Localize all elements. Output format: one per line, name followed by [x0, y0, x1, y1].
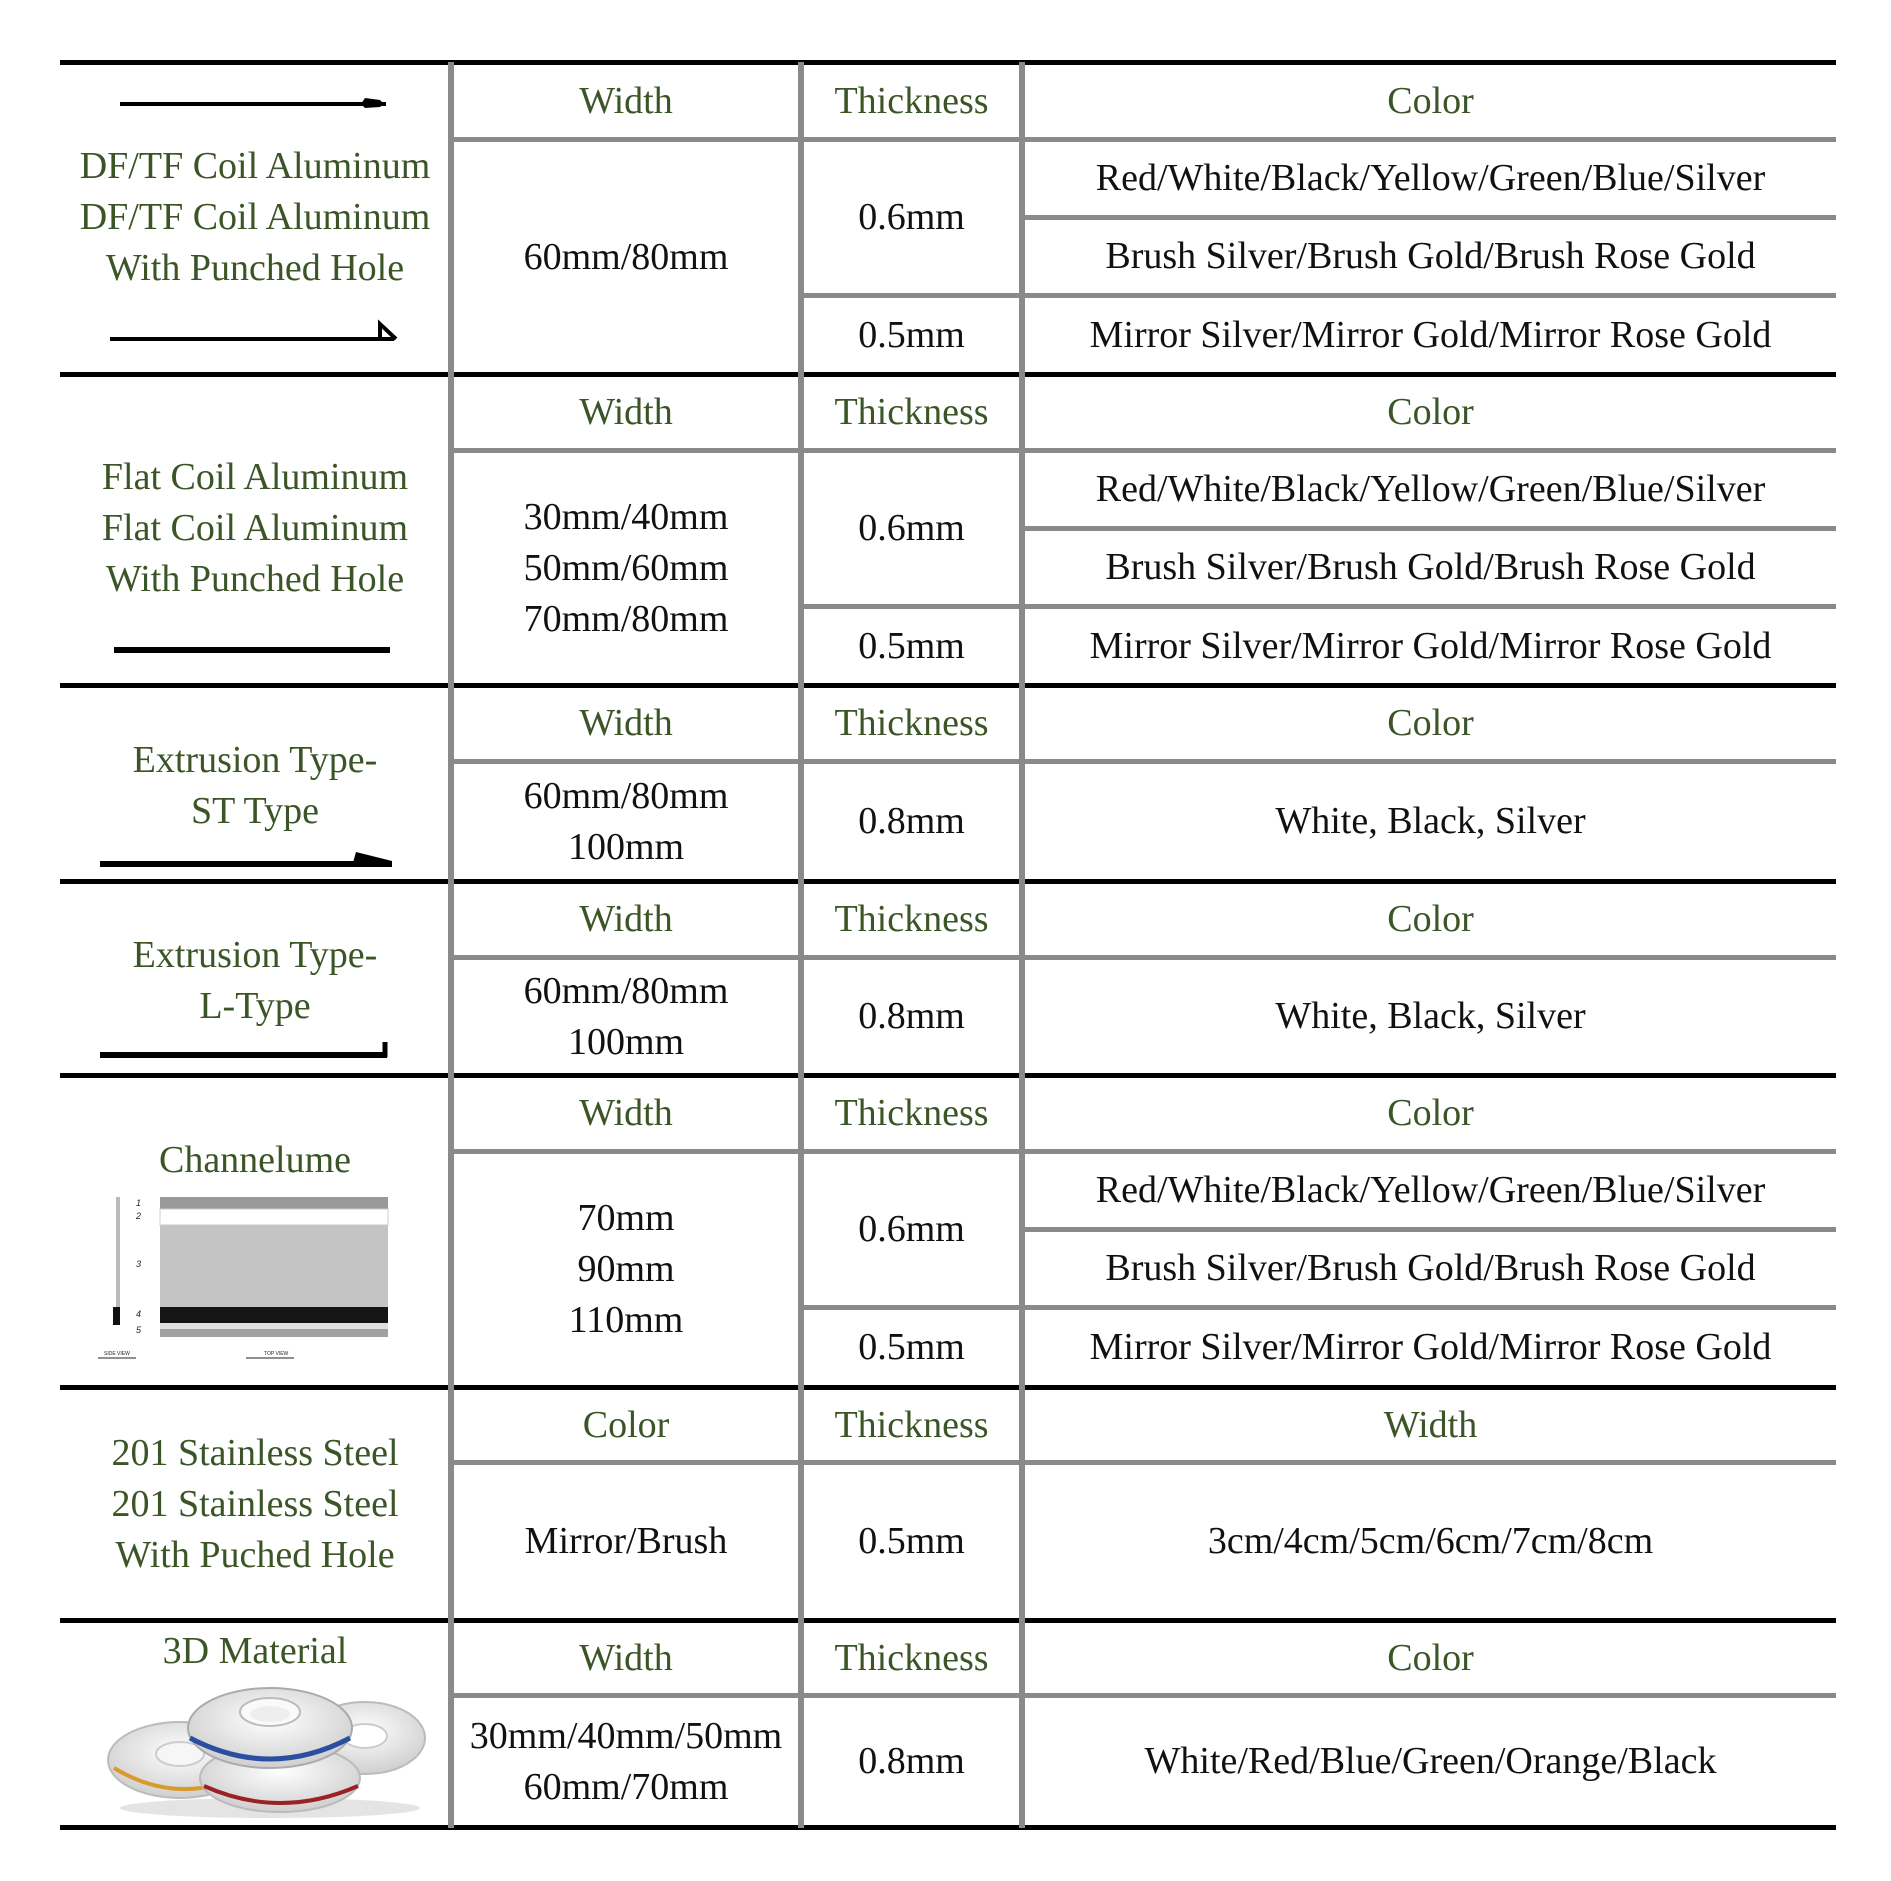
diagram-label: 3 [136, 1259, 142, 1269]
thickness-value: 0.8mm [858, 1740, 965, 1782]
product-name-line: With Punched Hole [105, 246, 405, 289]
trim-cap-rolls-icon [100, 1668, 430, 1818]
product-name [62, 451, 448, 605]
header-thickness: Thickness [834, 898, 989, 940]
thickness-value: 0.6mm [858, 196, 965, 238]
color-value: White, Black, Silver [1275, 800, 1586, 842]
header-color: Color [1387, 1092, 1474, 1134]
product-name [62, 930, 448, 1032]
header-thickness: Thickness [834, 79, 989, 122]
header-thickness: Thickness [834, 1092, 989, 1134]
color-value: Red/White/Black/Yellow/Green/Blue/Silver [1095, 468, 1766, 510]
l-profile-icon [100, 1040, 390, 1060]
product-name: 3D Material [162, 1629, 348, 1672]
product-name-line: DF/TF Coil Aluminum [79, 195, 431, 238]
header-thickness: Thickness [834, 1403, 989, 1446]
header-color: Color [582, 1403, 670, 1446]
width-line: 100mm [567, 1020, 685, 1063]
color-value: Mirror Silver/Mirror Gold/Mirror Rose Gold [1089, 313, 1772, 356]
product-name-line: Extrusion Type- [132, 739, 378, 781]
width-value [454, 1154, 798, 1385]
header-thickness: Thickness [834, 391, 989, 433]
header-width: Width [579, 1092, 673, 1134]
color-value: White, Black, Silver [1275, 995, 1586, 1037]
diagram-label: 2 [136, 1211, 142, 1221]
color-value: Mirror/Brush [524, 1520, 728, 1562]
width-value [454, 764, 798, 879]
header-color: Color [1387, 391, 1474, 433]
width-value [454, 453, 798, 683]
width-line: 70mm [577, 1197, 675, 1239]
product-name-line: With Punched Hole [105, 557, 405, 600]
width-line: 100mm [567, 825, 685, 868]
product-name-line: Flat Coil Aluminum [101, 455, 409, 498]
width-line: 110mm [568, 1299, 684, 1341]
width-line: 70mm/80mm [523, 597, 729, 640]
st-profile-icon [100, 848, 392, 868]
width-line: 60mm/70mm [523, 1765, 729, 1808]
product-name: Channelume [158, 1138, 352, 1181]
product-name-line: Extrusion Type- [132, 934, 378, 976]
thickness-value: 0.8mm [858, 995, 965, 1037]
header-width: Width [579, 1636, 673, 1679]
rule-bottom [60, 1825, 1836, 1830]
header-color: Color [1387, 79, 1474, 122]
header-color: Color [1387, 702, 1474, 744]
product-name-line: DF/TF Coil Aluminum [79, 144, 431, 187]
width-line: 90mm [577, 1248, 675, 1290]
header-thickness: Thickness [834, 1636, 989, 1679]
product-name-line: Flat Coil Aluminum [101, 506, 409, 549]
diagram-label: SIDE VIEW [104, 1351, 130, 1357]
product-name-line: L-Type [199, 985, 311, 1027]
flat-profile-icon [114, 645, 390, 655]
channelume-diagram-icon [96, 1195, 396, 1361]
diagram-label: 4 [136, 1309, 142, 1319]
thickness-value: 0.6mm [858, 1208, 965, 1250]
product-name-line: With Puched Hole [115, 1533, 395, 1576]
color-value: Mirror Silver/Mirror Gold/Mirror Rose Gold [1089, 624, 1772, 667]
diagram-label: 1 [136, 1198, 142, 1208]
diagram-label: 5 [136, 1325, 142, 1335]
thickness-value: 0.5mm [858, 313, 965, 356]
header-color: Color [1387, 1636, 1474, 1679]
header-color: Color [1387, 898, 1474, 940]
color-value: Brush Silver/Brush Gold/Brush Rose Gold [1105, 235, 1756, 277]
width-line: 60mm/80mm [523, 969, 729, 1012]
header-width: Width [579, 702, 673, 744]
thickness-value: 0.5mm [858, 1520, 965, 1562]
header-width: Width [579, 79, 673, 122]
product-name [62, 140, 448, 294]
color-value: White/Red/Blue/Green/Orange/Black [1144, 1740, 1717, 1782]
width-value [454, 1698, 798, 1825]
color-value: Brush Silver/Brush Gold/Brush Rose Gold [1105, 546, 1756, 588]
color-value: Red/White/Black/Yellow/Green/Blue/Silver [1095, 1169, 1766, 1211]
width-line: 50mm/60mm [523, 546, 729, 589]
header-thickness: Thickness [834, 702, 989, 744]
width-line: 60mm/80mm [523, 774, 729, 817]
color-value: Red/White/Black/Yellow/Green/Blue/Silver [1095, 157, 1766, 199]
product-name [62, 735, 448, 837]
thickness-value: 0.5mm [858, 624, 965, 667]
thickness-value: 0.5mm [858, 1326, 965, 1368]
width-line: 30mm/40mm [523, 495, 729, 538]
header-width: Width [1383, 1403, 1478, 1446]
header-width: Width [579, 898, 673, 940]
width-line: 30mm/40mm/50mm [469, 1714, 783, 1757]
color-value: Mirror Silver/Mirror Gold/Mirror Rose Gold [1089, 1326, 1772, 1368]
color-value: Brush Silver/Brush Gold/Brush Rose Gold [1105, 1247, 1756, 1289]
diagram-label: TOP VIEW [264, 1351, 289, 1357]
width-value: 60mm/80mm [523, 235, 729, 278]
thickness-value: 0.6mm [858, 507, 965, 549]
thickness-value: 0.8mm [858, 800, 965, 842]
header-width: Width [579, 391, 673, 433]
product-name-line: ST Type [191, 790, 319, 832]
product-name-line: 201 Stainless Steel [111, 1431, 399, 1474]
product-name-line: 201 Stainless Steel [111, 1482, 399, 1525]
product-name [62, 1427, 448, 1581]
width-value [454, 960, 798, 1073]
width-value: 3cm/4cm/5cm/6cm/7cm/8cm [1207, 1520, 1654, 1562]
